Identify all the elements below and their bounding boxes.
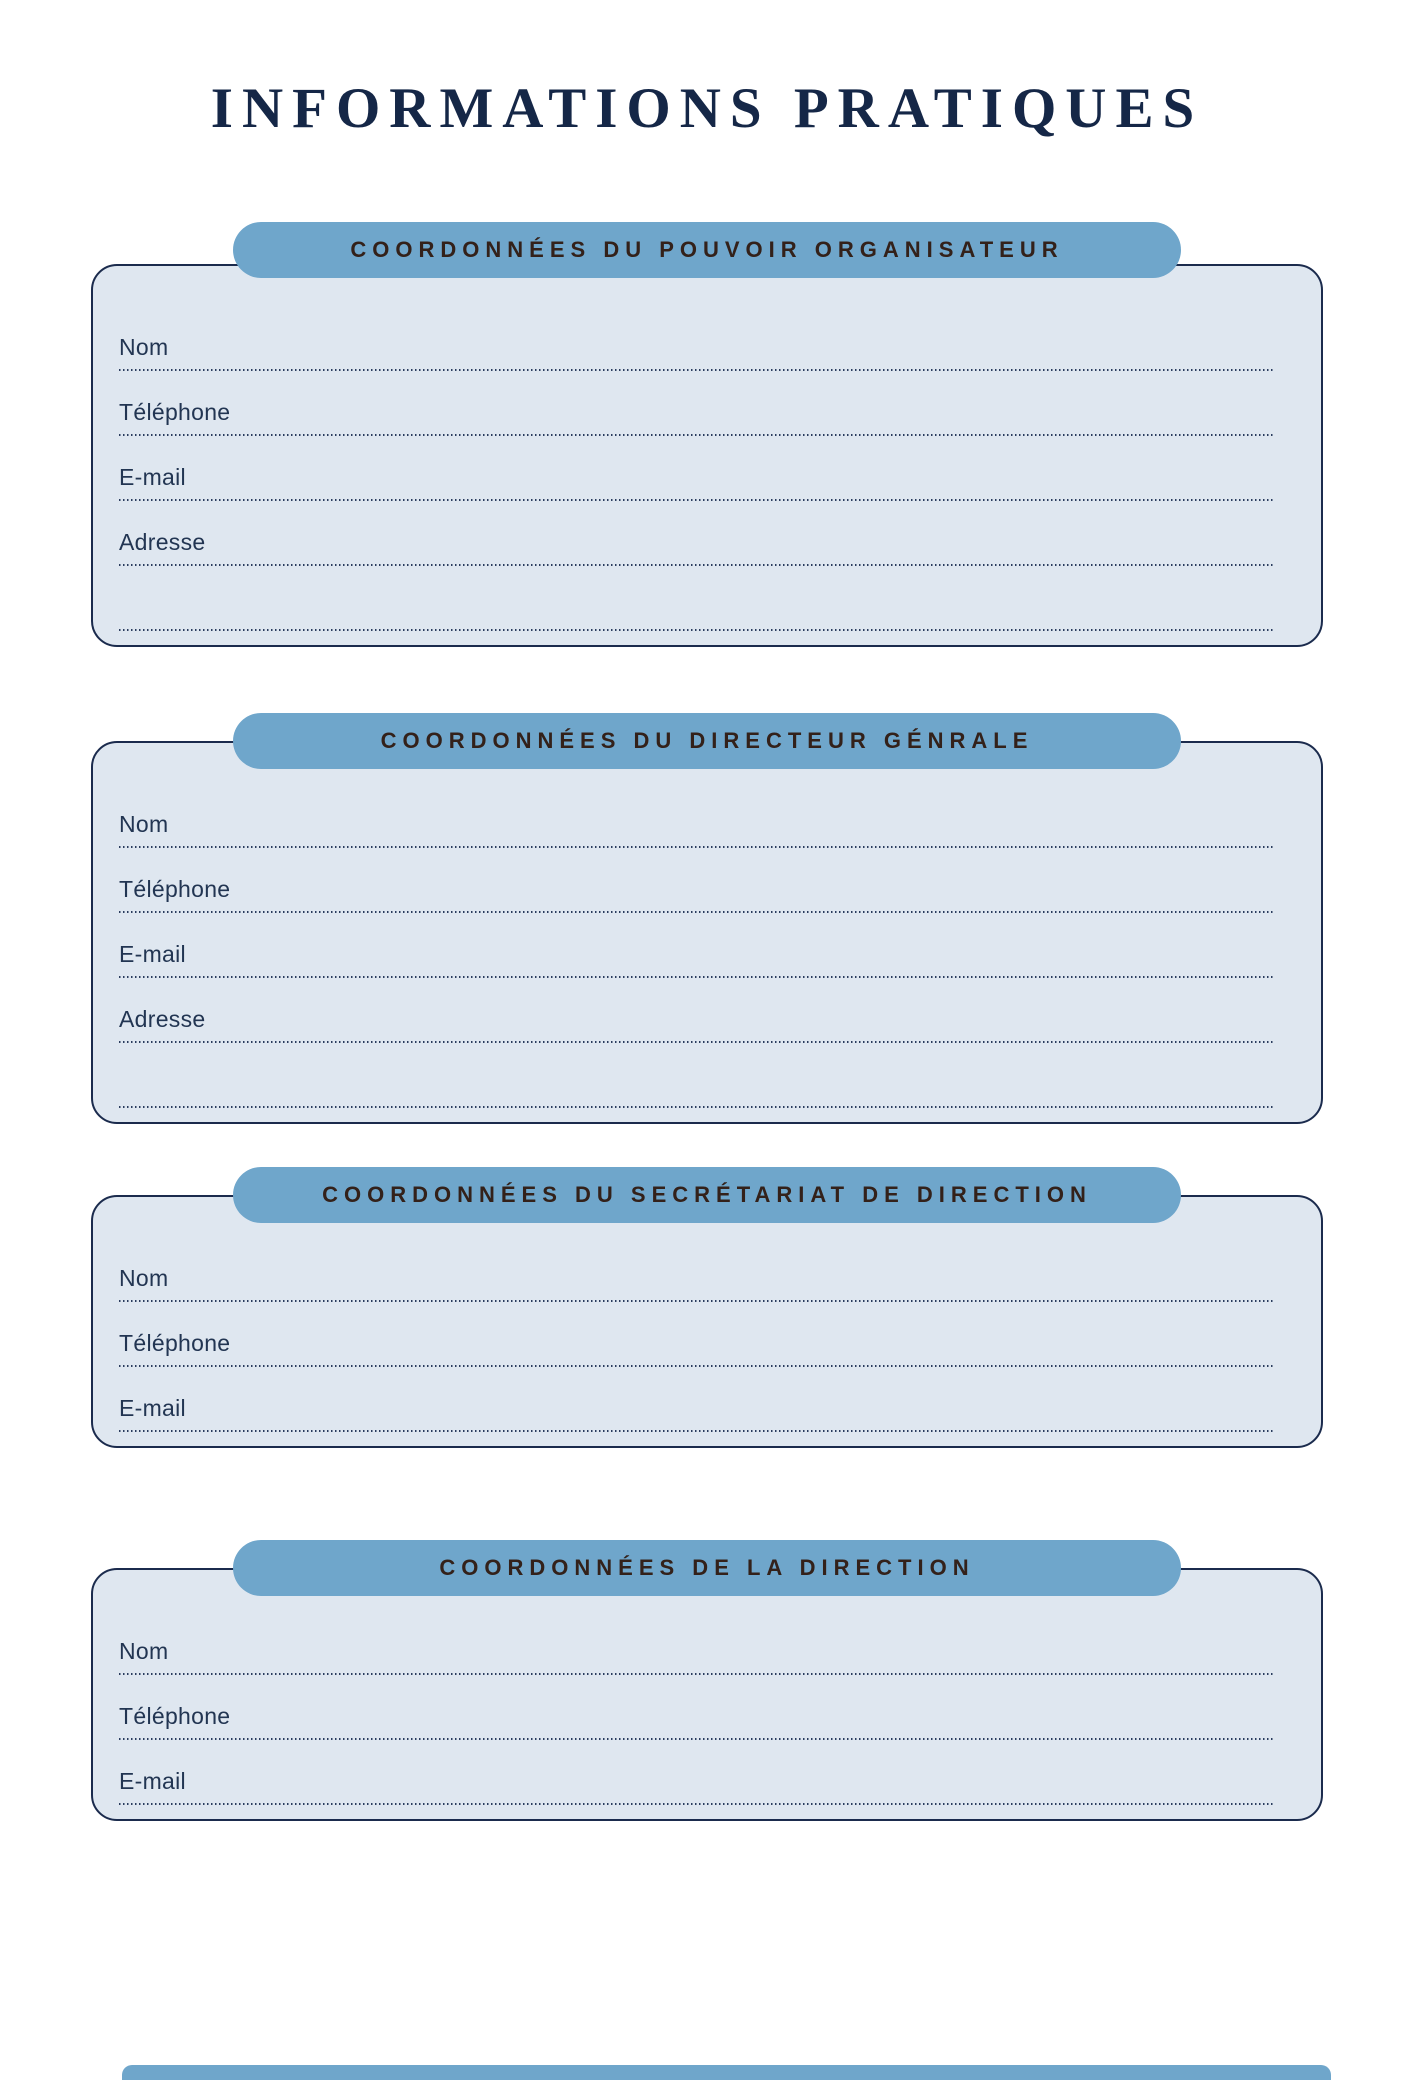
section-header-label: COORDONNÉES DE LA DIRECTION [439, 1555, 975, 1580]
field-row [119, 371, 1275, 436]
section-header-pill [233, 1167, 1181, 1223]
field-row [119, 848, 1275, 913]
next-section-partial-bar [122, 2065, 1331, 2080]
field-input-line[interactable] [119, 1365, 1275, 1367]
section-card [91, 1195, 1323, 1448]
field-label: Nom [119, 1264, 169, 1291]
field-row [119, 501, 1275, 566]
field-label: Téléphone [119, 1702, 231, 1729]
section-card [91, 1568, 1323, 1821]
form-section-2 [91, 713, 1323, 1124]
field-label: Adresse [119, 1005, 206, 1032]
field-input-line[interactable] [119, 499, 1275, 501]
field-input-line[interactable] [119, 1300, 1275, 1302]
field-row [119, 436, 1275, 501]
section-card [91, 741, 1323, 1124]
field-label: Téléphone [119, 1329, 231, 1356]
field-label: Nom [119, 333, 169, 360]
field-input-line[interactable] [119, 1803, 1275, 1805]
field-row [119, 913, 1275, 978]
form-section-1 [91, 222, 1323, 647]
section-header-label: COORDONNÉES DU DIRECTEUR GÉNRALE [380, 728, 1034, 753]
field-input-line[interactable] [119, 911, 1275, 913]
field-label: E-mail [119, 940, 186, 967]
field-input-line[interactable] [119, 564, 1275, 566]
section-card [91, 264, 1323, 647]
field-row [119, 1610, 1275, 1675]
sections [0, 222, 1414, 1821]
section-header-label: COORDONNÉES DU POUVOIR ORGANISATEUR [350, 237, 1064, 262]
field-input-line[interactable] [119, 369, 1275, 371]
extra-blank-row [119, 566, 1275, 631]
field-label: Téléphone [119, 398, 231, 425]
field-input-line[interactable] [119, 1041, 1275, 1043]
field-label: Téléphone [119, 875, 231, 902]
field-row [119, 978, 1275, 1043]
section-header-label: COORDONNÉES DU SECRÉTARIAT DE DIRECTION [322, 1182, 1092, 1207]
section-header-pill [233, 222, 1181, 278]
form-section-3 [91, 1167, 1323, 1448]
field-input-line[interactable] [119, 976, 1275, 978]
field-input-line[interactable] [119, 1430, 1275, 1432]
field-row [119, 306, 1275, 371]
field-input-line[interactable] [119, 1673, 1275, 1675]
field-input-line[interactable] [119, 1106, 1275, 1108]
field-label: E-mail [119, 463, 186, 490]
field-label: E-mail [119, 1767, 186, 1794]
field-input-line[interactable] [119, 1738, 1275, 1740]
field-input-line[interactable] [119, 434, 1275, 436]
page-title: INFORMATIONS PRATIQUES [210, 77, 1204, 140]
field-row [119, 1302, 1275, 1367]
field-row [119, 1367, 1275, 1432]
field-row [119, 783, 1275, 848]
field-row [119, 1740, 1275, 1805]
field-label: Adresse [119, 528, 206, 555]
form-section-4 [91, 1540, 1323, 1821]
field-input-line[interactable] [119, 846, 1275, 848]
field-label: Nom [119, 1637, 169, 1664]
field-label: E-mail [119, 1394, 186, 1421]
field-label: Nom [119, 810, 169, 837]
field-row [119, 1675, 1275, 1740]
section-header-pill [233, 1540, 1181, 1596]
section-header-pill [233, 713, 1181, 769]
field-input-line[interactable] [119, 629, 1275, 631]
field-row [119, 1237, 1275, 1302]
extra-blank-row [119, 1043, 1275, 1108]
